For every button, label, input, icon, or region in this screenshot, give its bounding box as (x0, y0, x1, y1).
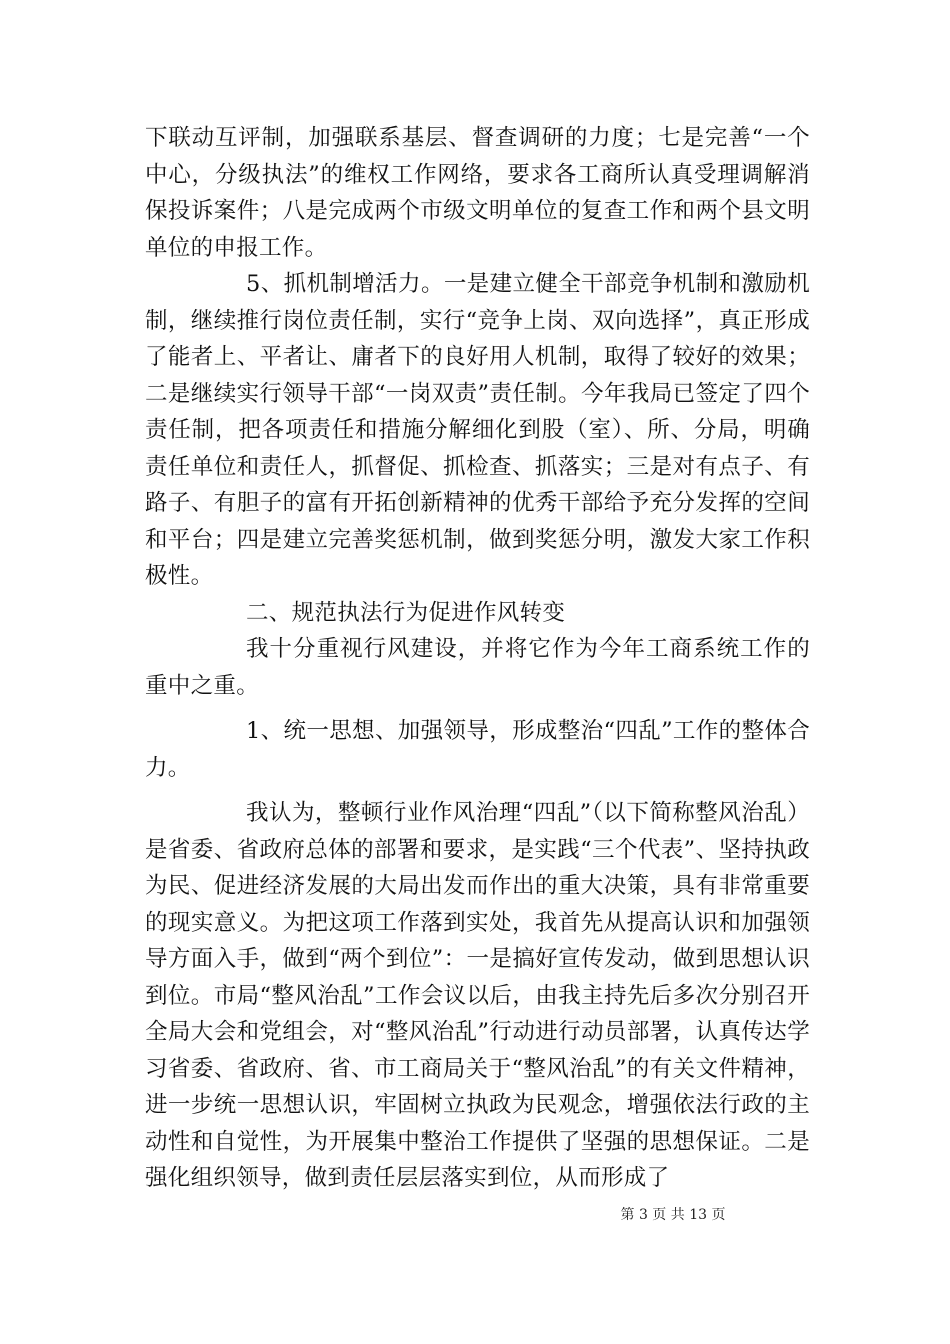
section-heading: 二、规范执法行为促进作风转变 (246, 599, 566, 626)
paragraph-continuation: 下联动互评制，加强联系基层、督查调研的力度；七是完善“一个中心，分级执法”的维权工作网络，要求各工商所认真受理调解消保投诉案件；八是完成两个市级文明单位的复查工作和两个县文明单位的申报工作。 (145, 125, 810, 261)
page-number: 第 3 页 共 13 页 (620, 1207, 726, 1223)
paragraph-body: 我认为，整顿行业作风治理“四乱”（以下简称整风治乱）是省委、省政府总体的部署和要求，是实践“三个代表”、坚持执政为民、促进经济发展的大局出发而作出的重大决策，具有非常重要的现实意义。为把这项工作落到实处，我首先从提高认识和加强领导方面入手，做到“两个到位”：一是搞好宣传发动，做到思想认识到位。市局“整风治乱”工作会议以后，由我主持先后多次分别召开全局大会和党组会，对“整风治乱”行动进行动员部署，认真传达学习省委、省政府、省、市工商局关于“整风治乱”的有关文件精神，进一步统一思想认识，牢固树立执政为民观念，增强依法行政的主动性和自觉性，为开展集中整治工作提供了坚强的思想保证。二是强化组织领导，做到责任层层落实到位，从而形成了 (145, 800, 810, 1191)
paragraph-intro: 我十分重视行风建设，并将它作为今年工商系统工作的重中之重。 (145, 636, 810, 699)
page-footer (0, 1204, 950, 1224)
paragraph-mechanism: 5、抓机制增活力。一是建立健全干部竞争机制和激励机制，继续推行岗位责任制，实行“竞争上岗、双向选择”，真正形成了能者上、平者让、庸者下的良好用人机制，取得了较好的效果；二是继续实行领导干部“一岗双责”责任制。今年我局已签定了四个责任制，把各项责任和措施分解细化到股（室）、所、分局，明确责任单位和责任人，抓督促、抓检查、抓落实；三是对有点子、有路子、有胆子的富有开拓创新精神的优秀干部给予充分发挥的空间和平台；四是建立完善奖惩机制，做到奖惩分明，激发大家工作积极性。 (145, 271, 810, 589)
subsection-heading: 1、统一思想、加强领导，形成整治“四乱”工作的整体合力。 (145, 718, 810, 781)
document-body (145, 120, 810, 1197)
